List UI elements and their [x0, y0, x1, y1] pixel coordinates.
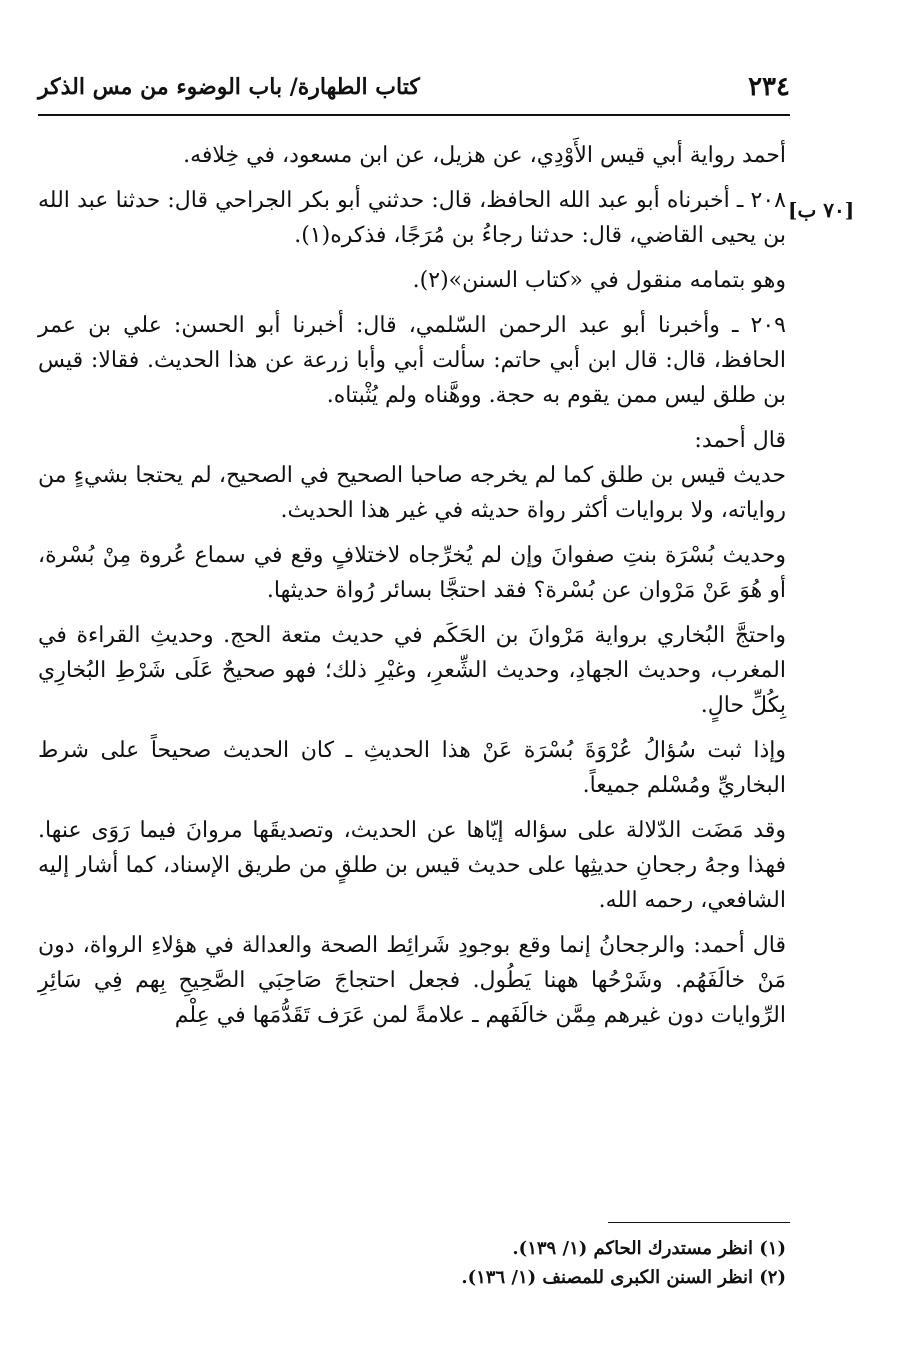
footnote-divider — [608, 1222, 790, 1223]
paragraph-hadith-209: ٢٠٩ ـ وأخبرنا أبو عبد الرحمن السّلمي، قال: أخبرنا أبو الحسن: علي بن عمر الحافظ، قال: قال ابن أبي حاتم: سألت أبي وأبا زرعة عن هذا الحديث. فقالا: قيس بن طلق ليس ممن يقوم به حجة. ووهَّناه ولم يُثْبتاه. — [38, 313, 786, 408]
footnote-2: (٢) انظر السنن الكبرى للمصنف (١/ ١٣٦). — [461, 1267, 786, 1288]
paragraph: وإذا ثبت سُؤالُ عُرْوَةَ بُسْرَة عَنْ هذا الحديثِ ـ كان الحديث صحيحاً على شرط البخاريِّ ومُسْلم جميعاً. — [38, 738, 786, 798]
paragraph: أحمد رواية أبي قيس الأَوْدِي، عن هزيل، عن ابن مسعود، في خِلافه. — [183, 143, 786, 168]
paragraph-hadith-208: ٢٠٨ ـ أخبرناه أبو عبد الله الحافظ، قال: حدثني أبو بكر الجراحي قال: حدثنا عبد الله بن يحيى القاضي، قال: حدثنا رجاءُ بن مُرَجًا، فذكره(١). — [38, 188, 786, 248]
paragraph: وقد مَضَت الدّلالة على سؤاله إيّاها عن الحديث، وتصديقَها مروانَ فيما رَوَى عنها. فهذا وجهُ رجحانِ حديثِها على حديث قيس بن طلقٍ من طريق الإسناد، كما أشار إليه الشافعي، رحمه الله. — [38, 818, 786, 913]
main-text — [38, 138, 786, 1043]
paragraph: وهو بتمامه منقول في «كتاب السنن»(٢). — [412, 268, 786, 293]
paragraph: قال أحمد: والرجحانُ إنما وقع بوجودِ شَرائِط الصحة والعدالة في هؤلاءِ الرواة، دون مَنْ خالَفَهُم. وشَرْحُها ههنا يَطُول. فجعل احتجاجَ صَاحِبَي الصَّحِيحِ بِهم فِي سَائِرِ الرِّوايات دون غيرهم مِمَّن خالَفَهم ـ علامةً لمن عَرَف تَقَدُّمَها في عِلْم — [38, 933, 786, 1028]
paragraph: حديث قيس بن طلق كما لم يخرجه صاحبا الصحيح في الصحيح، لم يحتجا بشيءٍ من رواياته، ولا بروايات أكثر رواة حديثه في غير هذا الحديث. — [38, 463, 786, 523]
paragraph: واحتجَّ البُخاري برواية مَرْوانَ بن الحَكَم في حديث متعة الحج. وحديثِ القراءة في المغرب، وحديث الجهادِ، وحديث الشِّعرِ، وغيْرِ ذلك؛ فهو صحيحٌ عَلَى شَرْطِ البُخارِي بِكُلِّ حالٍ. — [38, 623, 786, 718]
paragraph: وحديث بُسْرَة بنتِ صفوانَ وإن لم يُخرِّجاه لاختلافٍ وقع في سماع عُروة مِنْ بُسْرة، أو هُوَ عَنْ مَرْوان عن بُسْرة؟ فقد احتجَّا بسائر رُواة حديثها. — [38, 543, 786, 603]
margin-manuscript-reference: [٧٠ ب] — [788, 198, 855, 222]
header-divider — [38, 114, 790, 116]
footnote-1: (١) انظر مستدرك الحاكم (١/ ١٣٩). — [512, 1238, 786, 1259]
running-title: كتاب الطهارة/ باب الوضوء من مس الذكر — [38, 74, 420, 100]
paragraph: قال أحمد: — [694, 428, 786, 453]
page-header — [38, 72, 790, 110]
footnotes — [38, 1234, 786, 1292]
page-number: ٢٣٤ — [748, 72, 790, 102]
